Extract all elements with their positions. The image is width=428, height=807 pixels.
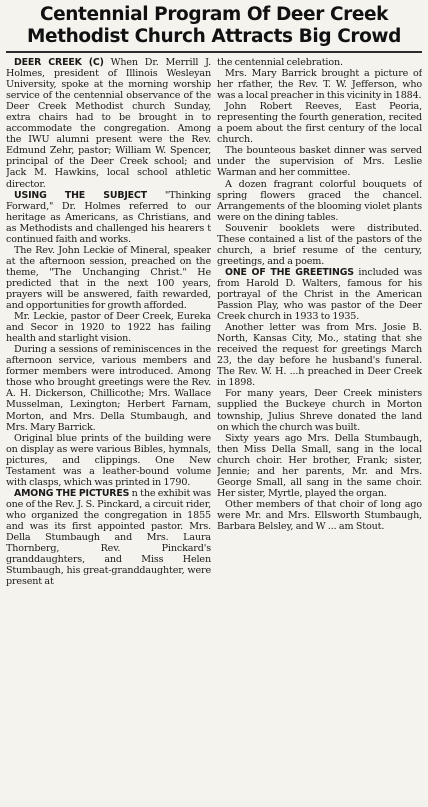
paragraph xyxy=(6,245,211,311)
paragraph xyxy=(217,433,422,499)
paragraph-text: John Robert Reeves, East Peoria, representing the fourth generation, recited a poem about the first century of the local church. xyxy=(217,101,422,146)
paragraph-text: Mrs. Mary Barrick brought a picture of her rfather, the Rev. T. W. Jefferson, who was a local preacher in this vicinity in 1884. xyxy=(217,68,422,102)
paragraph xyxy=(217,267,422,322)
paragraph-text: During a sessions of reminiscences in the afternoon service, various members and former members were introduced. Among those who brought greetings were the Rev. A. H. Dickerson, Chillicothe; Mrs. Wallace Musselman, Lexington; Herbert Farnam, Morton, and Mrs. Della Stumbaugh, and Mrs. Mary Barrick. xyxy=(6,344,211,433)
paragraph-text: Sixty years ago Mrs. Della Stumbaugh, then Miss Della Small, sang in the local church choir. Her brother, Frank; sister, Jennie; and her parents, Mr. and Mrs. George Small, all sang in the same choir. Her sister, Myrtle, played the organ. xyxy=(217,432,422,499)
paragraph-text: Mr. Leckie, pastor of Deer Creek, Eureka and Secor in 1920 to 1922 has failing health and starlight vision. xyxy=(6,311,211,345)
paragraph-text: Original blue prints of the building were on display as were various Bibles, hymnals, pictures, and clippings. One New Testament was a leather-bound volume with clasps, which was printed in 1790. xyxy=(6,432,211,488)
paragraph-text: For many years, Deer Creek ministers supplied the Buckeye church in Morton township, Julius Shreve donated the land on which the church was built. xyxy=(217,388,422,433)
headline-rule xyxy=(6,51,422,53)
paragraph-text: n the exhibit was one of the Rev. J. S. Pinckard, a circuit rider, who organized the congregation in 1855 and was its first appointed pastor. Mrs. Della Stumbaugh and Mrs. Laura Thornberg, Rev. Pinckard's granddaughters, and Miss Helen Stumbaugh, his great-granddaughter, were present at xyxy=(6,487,211,588)
paragraph xyxy=(6,190,211,245)
paragraph xyxy=(217,179,422,223)
paragraph xyxy=(217,223,422,267)
paragraph xyxy=(217,57,422,68)
paragraph xyxy=(6,311,211,344)
paragraph-text: Other members of that choir of long ago were Mr. and Mrs. Ellsworth Stumbaugh, Barbara Belsley, and W ... am Stout. xyxy=(217,498,422,532)
article-columns xyxy=(6,57,422,807)
paragraph-text: The Rev. John Leckie of Mineral, speaker at the afternoon session, preached on the theme, "The Unchanging Christ." He predicted that in the next 100 years, prayers will be answered, faith rewarded, and opportunities for growth afforded. xyxy=(6,244,211,312)
paragraph-text: the centennial celebration. xyxy=(217,57,343,68)
paragraph-lead: AMONG THE PICTURES xyxy=(14,487,130,499)
paragraph-lead: DEER CREEK (C) xyxy=(14,57,104,68)
paragraph xyxy=(217,388,422,432)
paragraph-lead: ONE OF THE GREETINGS xyxy=(225,266,354,278)
paragraph xyxy=(6,344,211,432)
paragraph-lead: USING THE SUBJECT xyxy=(14,189,147,201)
paragraph xyxy=(217,68,422,101)
column-left xyxy=(6,57,211,807)
paragraph xyxy=(6,57,211,190)
paragraph xyxy=(6,488,211,587)
paragraph-text: Another letter was from Mrs. Josie B. North, Kansas City, Mo., stating that she received the request for greetings March 23, the day before he husband's funeral. The Rev. W. H. ...h preached in Deer Creek in 1898. xyxy=(217,322,422,389)
paragraph-text: included was from Harold D. Walters, famous for his portrayal of the Christ in the American Passion Play, who was pastor of the Deer Creek church in 1933 to 1935. xyxy=(217,266,422,323)
paragraph-text: A dozen fragrant colorful bouquets of spring flowers graced the chancel. Arrangements of the blooming violet plants were on the dining tables. xyxy=(217,178,422,223)
paragraph xyxy=(217,322,422,388)
paragraph xyxy=(6,433,211,488)
headline: Centennial Program Of Deer Creek Methodist Church Attracts Big Crowd xyxy=(27,4,401,47)
paragraph-text: The bounteous basket dinner was served under the supervision of Mrs. Leslie Warman and her committee. xyxy=(217,145,422,179)
paragraph xyxy=(217,145,422,178)
paragraph-text: Souvenir booklets were distributed. These contained a list of the pastors of the church, a brief resume of the century, greetings, and a poem. xyxy=(217,222,422,267)
paragraph-text: When Dr. Merrill J. Holmes, president of Illinois Wesleyan University, spoke at the morning worship service of the centennial observance of the Deer Creek Methodist church Sunday, extra chairs had to be brought in to accommodate the congregation. Among the IWU alumni present were the Rev. Edmund Zehr, pastor; William W. Spencer, principal of the Deer Creek school; and Jack M. Hawkins, local school athletic director. xyxy=(6,57,211,190)
paragraph xyxy=(217,499,422,532)
column-right xyxy=(217,57,422,807)
paragraph-text: "Thinking Forward," Dr. Holmes referred to our heritage as Americans, as Christians, and as Methodists and challenged his hearers t continued faith and works. xyxy=(6,189,211,245)
paragraph xyxy=(217,101,422,145)
